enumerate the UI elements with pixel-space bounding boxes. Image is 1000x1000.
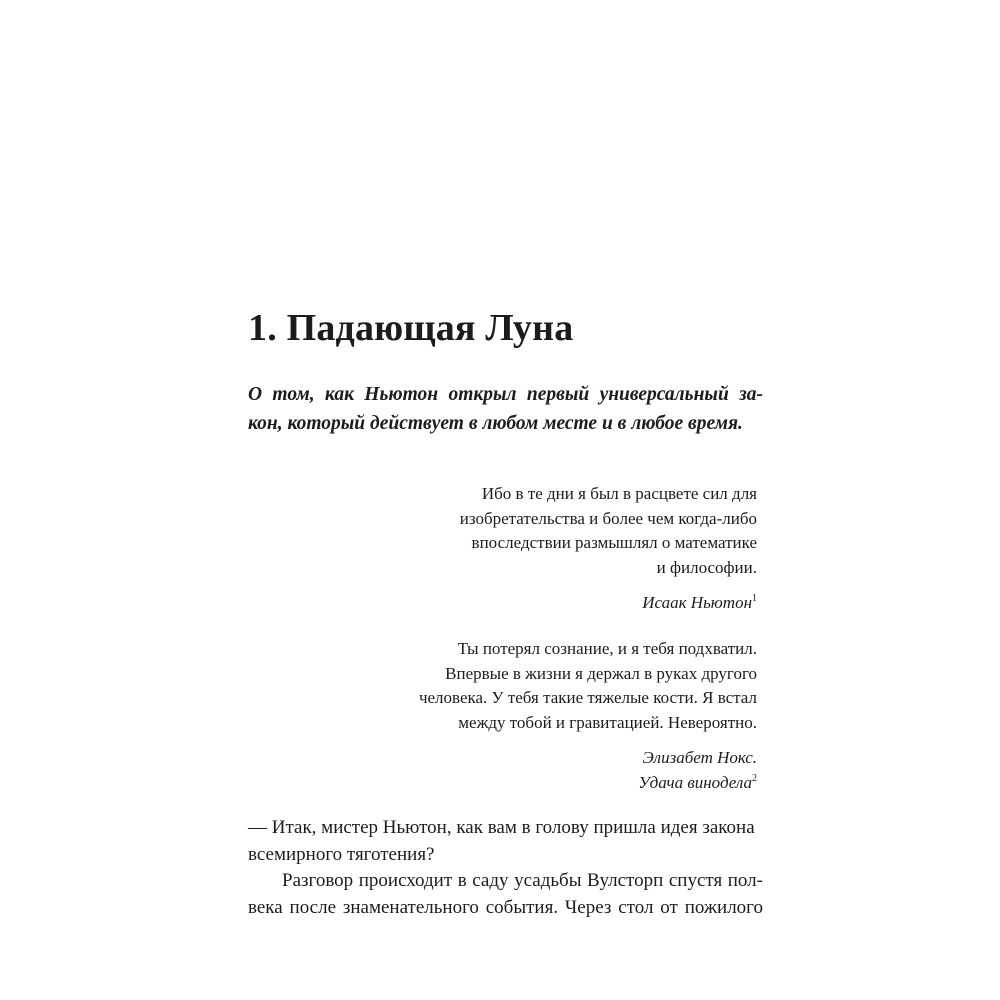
body-text [248,815,763,921]
epigraph-line: Ибо в те дни я был в расцвете сил для [481,484,757,503]
epigraph-newton [397,482,757,616]
epigraph-line: человека. У тебя такие тяжелые кости. Я встал [418,688,757,707]
attribution-line [397,591,757,616]
body-line: всемирного тяготения? [248,843,435,865]
epigraph-line: Ты потерял сознание, и я тебя подхватил. [457,639,757,658]
chapter-title: 1. Падающая Луна [248,307,574,349]
attribution-author: Исаак Ньютон [642,593,752,612]
attribution-work: Удача винодела [638,772,752,792]
attribution-line [397,771,757,796]
epigraph-line: между тобой и гравитацией. Невероятно. [458,712,757,732]
footnote-marker[interactable]: 1 [752,593,757,604]
body-line: Разговор происходит в саду усадьбы Вулсторп спустя пол- [282,870,763,891]
body-line: — Итак, мистер Ньютон, как вам в голову пришла идея закона [248,817,755,838]
epigraph-attribution [397,746,757,795]
epigraph-line: и философии. [656,557,757,577]
footnote-marker[interactable]: 2 [752,772,757,784]
subtitle-line: кон, который действует в любом месте и в любое время. [248,413,743,434]
epigraph-line: изобретательства и более чем когда-либо [459,508,757,528]
epigraph-line: Впервые в жизни я держал в руках другого [445,663,757,683]
body-line: века после знаменательного события. Через стол от пожилого [248,896,763,918]
epigraph-line: впоследствии размышлял о математике [471,533,757,552]
epigraph-attribution [397,591,757,616]
subtitle-line: О том, как Ньютон открыл первый универсальный за- [248,384,763,405]
epigraph-knox [397,637,757,795]
chapter-subtitle [248,380,763,438]
attribution-author: Элизабет Нокс. [642,748,757,767]
